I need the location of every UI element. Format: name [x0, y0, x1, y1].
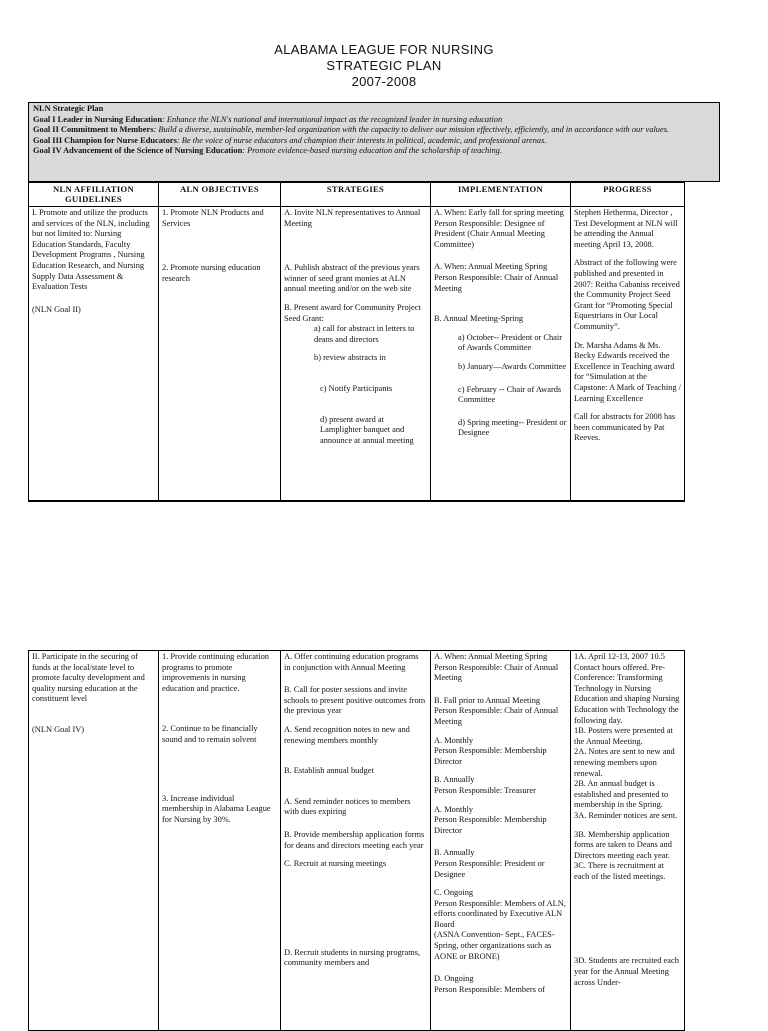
guideline-cell: [29, 207, 159, 501]
strategy-b-budget: B. Establish annual budget: [284, 766, 374, 776]
guideline-text: II. Participate in the securing of funds at the local/state level to promote faculty development and quality nursing education at the constituent level: [32, 652, 145, 704]
implementation-a2: A. Monthly: [434, 735, 474, 745]
goal-1-text: : Enhance the NLN's national and international impact as the recognized leader in nursing education: [161, 114, 503, 124]
strategy-b: B. Call for poster sessions and invite schools to present positive outcomes from the previous year: [284, 685, 426, 716]
implementation-b-person: Person Responsible: Chair of Annual Meeting: [434, 706, 559, 726]
implementation-a-person: Person Responsible: Designee of President (Chair Annual Meeting Committee): [434, 218, 545, 249]
implementation-b3-person: Person Responsible: President or Designee: [434, 858, 545, 879]
strategies-cell: [281, 651, 431, 1031]
progress-1a: 1A. April 12-13, 2007 10.5 Contact hours offered. Pre-Conference: Transforming Technology in Nursing Education and shaping Nursing Education with Technology the following day.: [574, 652, 680, 725]
implementation-b2: B. Annually: [434, 775, 475, 785]
progress-2: Abstract of the following were published and presented in 2007: Reitha Cabaniss received the Community Project Seed Grant for “Promoting Special Equestrians in Our Local Community”.: [574, 258, 680, 331]
document-title: ALABAMA LEAGUE FOR NURSING: [274, 42, 494, 57]
column-header-guidelines: NLN AFFILIATION GUIDELINES: [29, 183, 159, 207]
goal-reference: (NLN Goal IV): [32, 724, 85, 734]
goals-heading: NLN Strategic Plan: [33, 104, 104, 113]
implementation-b-d: d) Spring meeting-- President or Designee: [458, 417, 567, 438]
implementation-b-a: a) October-- President or Chair of Awards Committee: [458, 332, 563, 353]
strategy-a-publish: A. Publish abstract of the previous years winner of seed grant monies at ALN annual meeting and/or on the web site: [284, 263, 420, 294]
implementation-a: A. When: Annual Meeting Spring: [434, 652, 548, 661]
implementation-b2-person: Person Responsible: Treasurer: [434, 785, 536, 795]
progress-4: Call for abstracts for 2008 has been communicated by Pat Reeves.: [574, 412, 676, 443]
implementation-d3-person: Person Responsible: Members of: [434, 984, 545, 994]
strategy-a: A. Invite NLN representatives to Annual Meeting: [284, 208, 421, 228]
nln-goals-box: [28, 102, 720, 182]
implementation-c3-events: (ASNA Convention- Sept., FACES- Spring, other organizations such as AONE or BRONE): [434, 930, 555, 961]
implementation-cell: [431, 651, 571, 1031]
progress-3: Dr. Marsha Adams & Ms. Becky Edwards received the Excellence in Teaching award for “Simulation at the Capstone: A Mark of Teaching / Learning Excellence: [574, 340, 681, 403]
implementation-a2-person: Person Responsible: Chair of Annual Meeting: [434, 272, 559, 293]
objectives-cell: [159, 207, 281, 501]
progress-3d: 3D. Students are recruited each year for the Annual Meeting across Under-: [574, 956, 679, 987]
strategy-d-students: D. Recruit students in nursing programs, community members and: [284, 947, 421, 968]
goal-4-label: Goal IV Advancement of the Science of Nursing Education: [33, 146, 243, 156]
objective-3: 3. Increase individual membership in Alabama League for Nursing by 30%.: [162, 793, 271, 824]
goal-4-text: : Promote evidence-based nursing education and the scholarship of teaching.: [242, 146, 502, 156]
goal-reference: (NLN Goal II): [32, 304, 81, 314]
strategy-b-c: c) Notify Participants: [320, 383, 393, 393]
implementation-a3-person: Person Responsible: Membership Director: [434, 815, 547, 835]
implementation-b: B. Fall prior to Annual Meeting: [434, 695, 541, 705]
implementation-c3-person: Person Responsible: Members of ALN, efforts coordinated by Executive ALN Board: [434, 898, 566, 929]
objective-2: 2. Continue to be financially sound and to remain solvent: [162, 724, 258, 744]
implementation-a2: A. When: Annual Meeting Spring: [434, 262, 548, 272]
objective-2: 2. Promote nursing education research: [162, 263, 261, 283]
goal-2-label: Goal II Commitment to Members: [33, 125, 154, 135]
column-header-strategies: STRATEGIES: [281, 183, 431, 207]
column-header-implementation: IMPLEMENTATION: [431, 183, 571, 207]
strategy-b-b: b) review abstracts in: [314, 353, 386, 363]
implementation-b3: B. Annually: [434, 848, 475, 858]
progress-cell: [571, 207, 685, 501]
strategy-a: A. Offer continuing education programs in conjunction with Annual Meeting: [284, 652, 419, 672]
progress-3c: 3C. There is recruitment at each of the listed meetings.: [574, 861, 666, 881]
implementation-b-c: c) February -- Chair of Awards Committee: [458, 384, 562, 405]
goal-1-label: Goal I Leader in Nursing Education: [33, 114, 162, 124]
strategy-b-a: a) call for abstract in letters to deans and directors: [314, 324, 415, 344]
implementation-c3: C. Ongoing: [434, 888, 474, 898]
implementation-a3: A. Monthly: [434, 804, 474, 814]
progress-2b: 2B. An annual budget is established and presented to membership in the Spring.: [574, 779, 669, 810]
goal-3-text: : Be the voice of nurse educators and champion their interests in political, academic, and professional arenas.: [176, 135, 547, 145]
progress-1: Stephen Hetherma, Director , Test Development at NLN will be attending the Annual meeting April 13, 2008.: [574, 208, 678, 249]
column-header-objectives: ALN OBJECTIVES: [159, 183, 281, 207]
progress-1b: 1B. Posters were presented at the Annual Meeting.: [574, 726, 673, 746]
progress-cell: [571, 651, 685, 1031]
implementation-b: B. Annual Meeting-Spring: [434, 314, 524, 324]
document-subtitle: STRATEGIC PLAN: [326, 58, 442, 73]
strategic-plan-table-2: [28, 650, 685, 1031]
guideline-text: I. Promote and utilize the products and services of the NLN, including but not limited to: Nursing Education Standards, Faculty Development Programs , Nursing Education Research, and Nursing Supply Data Assessment & Evaluation Tests: [32, 208, 150, 292]
progress-2a: 2A. Notes are sent to new and renewing members upon renewal.: [574, 747, 675, 778]
implementation-b-b: b) January—Awards Committee: [458, 361, 567, 371]
objectives-cell: [159, 651, 281, 1031]
document-year: 2007-2008: [351, 74, 417, 89]
objective-1: 1. Promote NLN Products and Services: [162, 208, 264, 228]
implementation-d3: D. Ongoing: [434, 974, 474, 984]
progress-3b: 3B. Membership application forms are taken to Deans and Directors meeting each year.: [574, 829, 672, 860]
strategies-cell: [281, 207, 431, 501]
guideline-cell: [29, 651, 159, 1031]
implementation-a: A. When: Early fall for spring meeting: [434, 208, 564, 217]
strategy-a-reminder: A. Send reminder notices to members with dues expiring: [284, 796, 411, 817]
objective-1: 1. Provide continuing education programs to promote improvements in nursing education and practice.: [162, 652, 269, 693]
strategy-a-recognition: A. Send recognition notes to new and renewing members monthly: [284, 724, 410, 745]
strategic-plan-table-1: [28, 182, 685, 502]
strategy-b-applications: B. Provide membership application forms for deans and directors meeting each year: [284, 829, 425, 850]
goal-2-text: : Build a diverse, sustainable, member-led organization with the capacity to deliver our mission effectively, efficiently, and in accordance with our values.: [153, 125, 670, 135]
strategy-b: B. Present award for Community Project Seed Grant:: [284, 302, 421, 323]
goal-3-label: Goal III Champion for Nurse Educators: [33, 135, 177, 145]
progress-3a: 3A. Reminder notices are sent.: [574, 810, 678, 820]
strategy-b-d: d) present award at Lamplighter banquet and announce at annual meeting: [320, 414, 414, 445]
column-header-progress: PROGRESS: [571, 183, 685, 207]
implementation-cell: [431, 207, 571, 501]
strategy-c-recruit: C. Recruit at nursing meetings: [284, 859, 387, 869]
implementation-a2-person: Person Responsible: Membership Director: [434, 746, 547, 766]
implementation-a-person: Person Responsible: Chair of Annual Meeting: [434, 662, 559, 683]
